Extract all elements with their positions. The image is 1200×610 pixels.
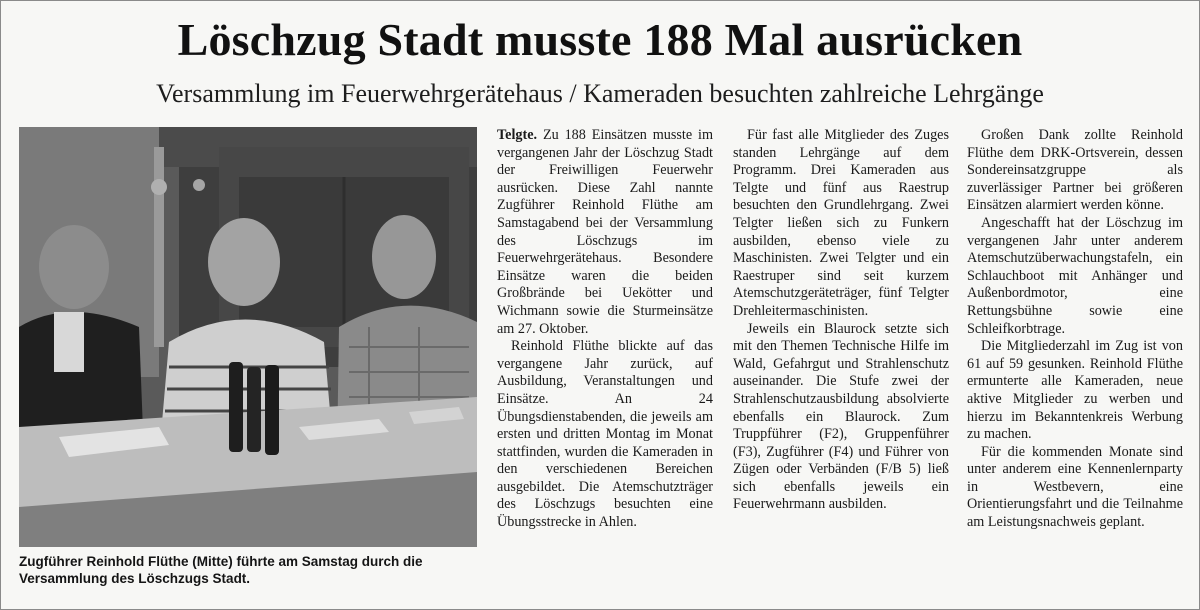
dateline: Telgte. — [497, 127, 538, 143]
subheadline: Versammlung im Feuerwehrgerätehaus / Kameraden besuchten zahlreiche Lehrgänge — [156, 79, 1044, 108]
paragraph: Großen Dank zollte Reinhold Flüthe dem DRK-Ortsverein, dessen Sondereinsatzgruppe als zuverlässiger Partner bei größeren Einsätzen alarmiert werden könne. — [967, 127, 1183, 214]
paragraph: Für fast alle Mitglieder des Zuges standen Lehrgänge auf dem Programm. Drei Kameraden aus Telgte und fünf aus Raestrup besuchten den Grundlehrgang. Zwei Telgter ließen sich zu Funkern ausbilden, ebenso viele zu Maschinisten. Zwei Telgter und ein Raestruper sind seit kurzem Atemschutzgeräteträger, fünf Telgter Drehleitermaschinisten. — [733, 127, 949, 319]
paragraph: Für die kommenden Monate sind unter anderem eine Kennenlernparty in Westbevern, eine Orientierungsfahrt und die Teilnahme am Leistungsnachweis geplant. — [967, 443, 1183, 531]
paragraph-text: Zu 188 Einsätzen musste im vergangenen Jahr der Löschzug Stadt der Freiwilligen Feuerwehr ausrücken. Diese Zahl nannte Zugführer Reinhold Flüthe am Samstagabend bei der Versammlung des Löschzugs im Feuerwehrgerätehaus. Besondere Einsätze waren die beiden Großbrände bei Uekötter und Wichmann sowie die Sturmeinsätze am 27. Oktober. — [497, 127, 713, 337]
paragraph: Die Mitgliederzahl im Zug ist von 61 auf 59 gesunken. Reinhold Flüthe ermunterte alle Kameraden, neue aktive Mitglieder zu werben und hierzu im Bekanntenkreis Werbung zu machen. — [967, 338, 1183, 443]
article-column-3 — [967, 127, 1183, 597]
paragraph — [497, 127, 713, 338]
paragraph: Reinhold Flüthe blickte auf das vergangene Jahr zurück, auf Ausbildung, Veranstaltungen und Einsätze. An 24 Übungsdienstabenden, die jeweils am ersten und dritten Montag im Monat stattfinden, wurden die Kameraden in den verschiedenen Bereichen ausgebildet. Die Atemschutzträger des Löschzugs besuchten eine Übungsstrecke in Ahlen. — [497, 338, 713, 531]
article-column-1 — [497, 127, 713, 597]
paragraph: Angeschafft hat der Löschzug im vergangenen Jahr unter anderem Atemschutzüberwachungstafeln, ein Schlauchboot mit Anhänger und Außenbordmotor, eine Rettungsbühne sowie eine Schleifkorbtrage. — [967, 214, 1183, 337]
article-photo — [19, 127, 477, 547]
photo-meeting-image — [19, 127, 477, 547]
article-column-2 — [733, 127, 949, 597]
photo-caption: Zugführer Reinhold Flüthe (Mitte) führte am Samstag durch die Versammlung des Löschzugs Stadt. — [19, 554, 423, 586]
paragraph: Jeweils ein Blaurock setzte sich mit den Themen Technische Hilfe im Wald, Gefahrgut und Strahlenschutz auseinander. Die Stufe zwei der Strahlenschutzausbildung absolvierte ebenfalls ein Blaurock. Zum Truppführer (F2), Gruppenführer (F3), Zugführer (F4) und Führer von Zügen oder Verbänden (F/B 5) ließ sich ebenfalls jeweils ein Feuerwehrmann ausbilden. — [733, 320, 949, 513]
headline: Löschzug Stadt musste 188 Mal ausrücken — [177, 14, 1023, 65]
